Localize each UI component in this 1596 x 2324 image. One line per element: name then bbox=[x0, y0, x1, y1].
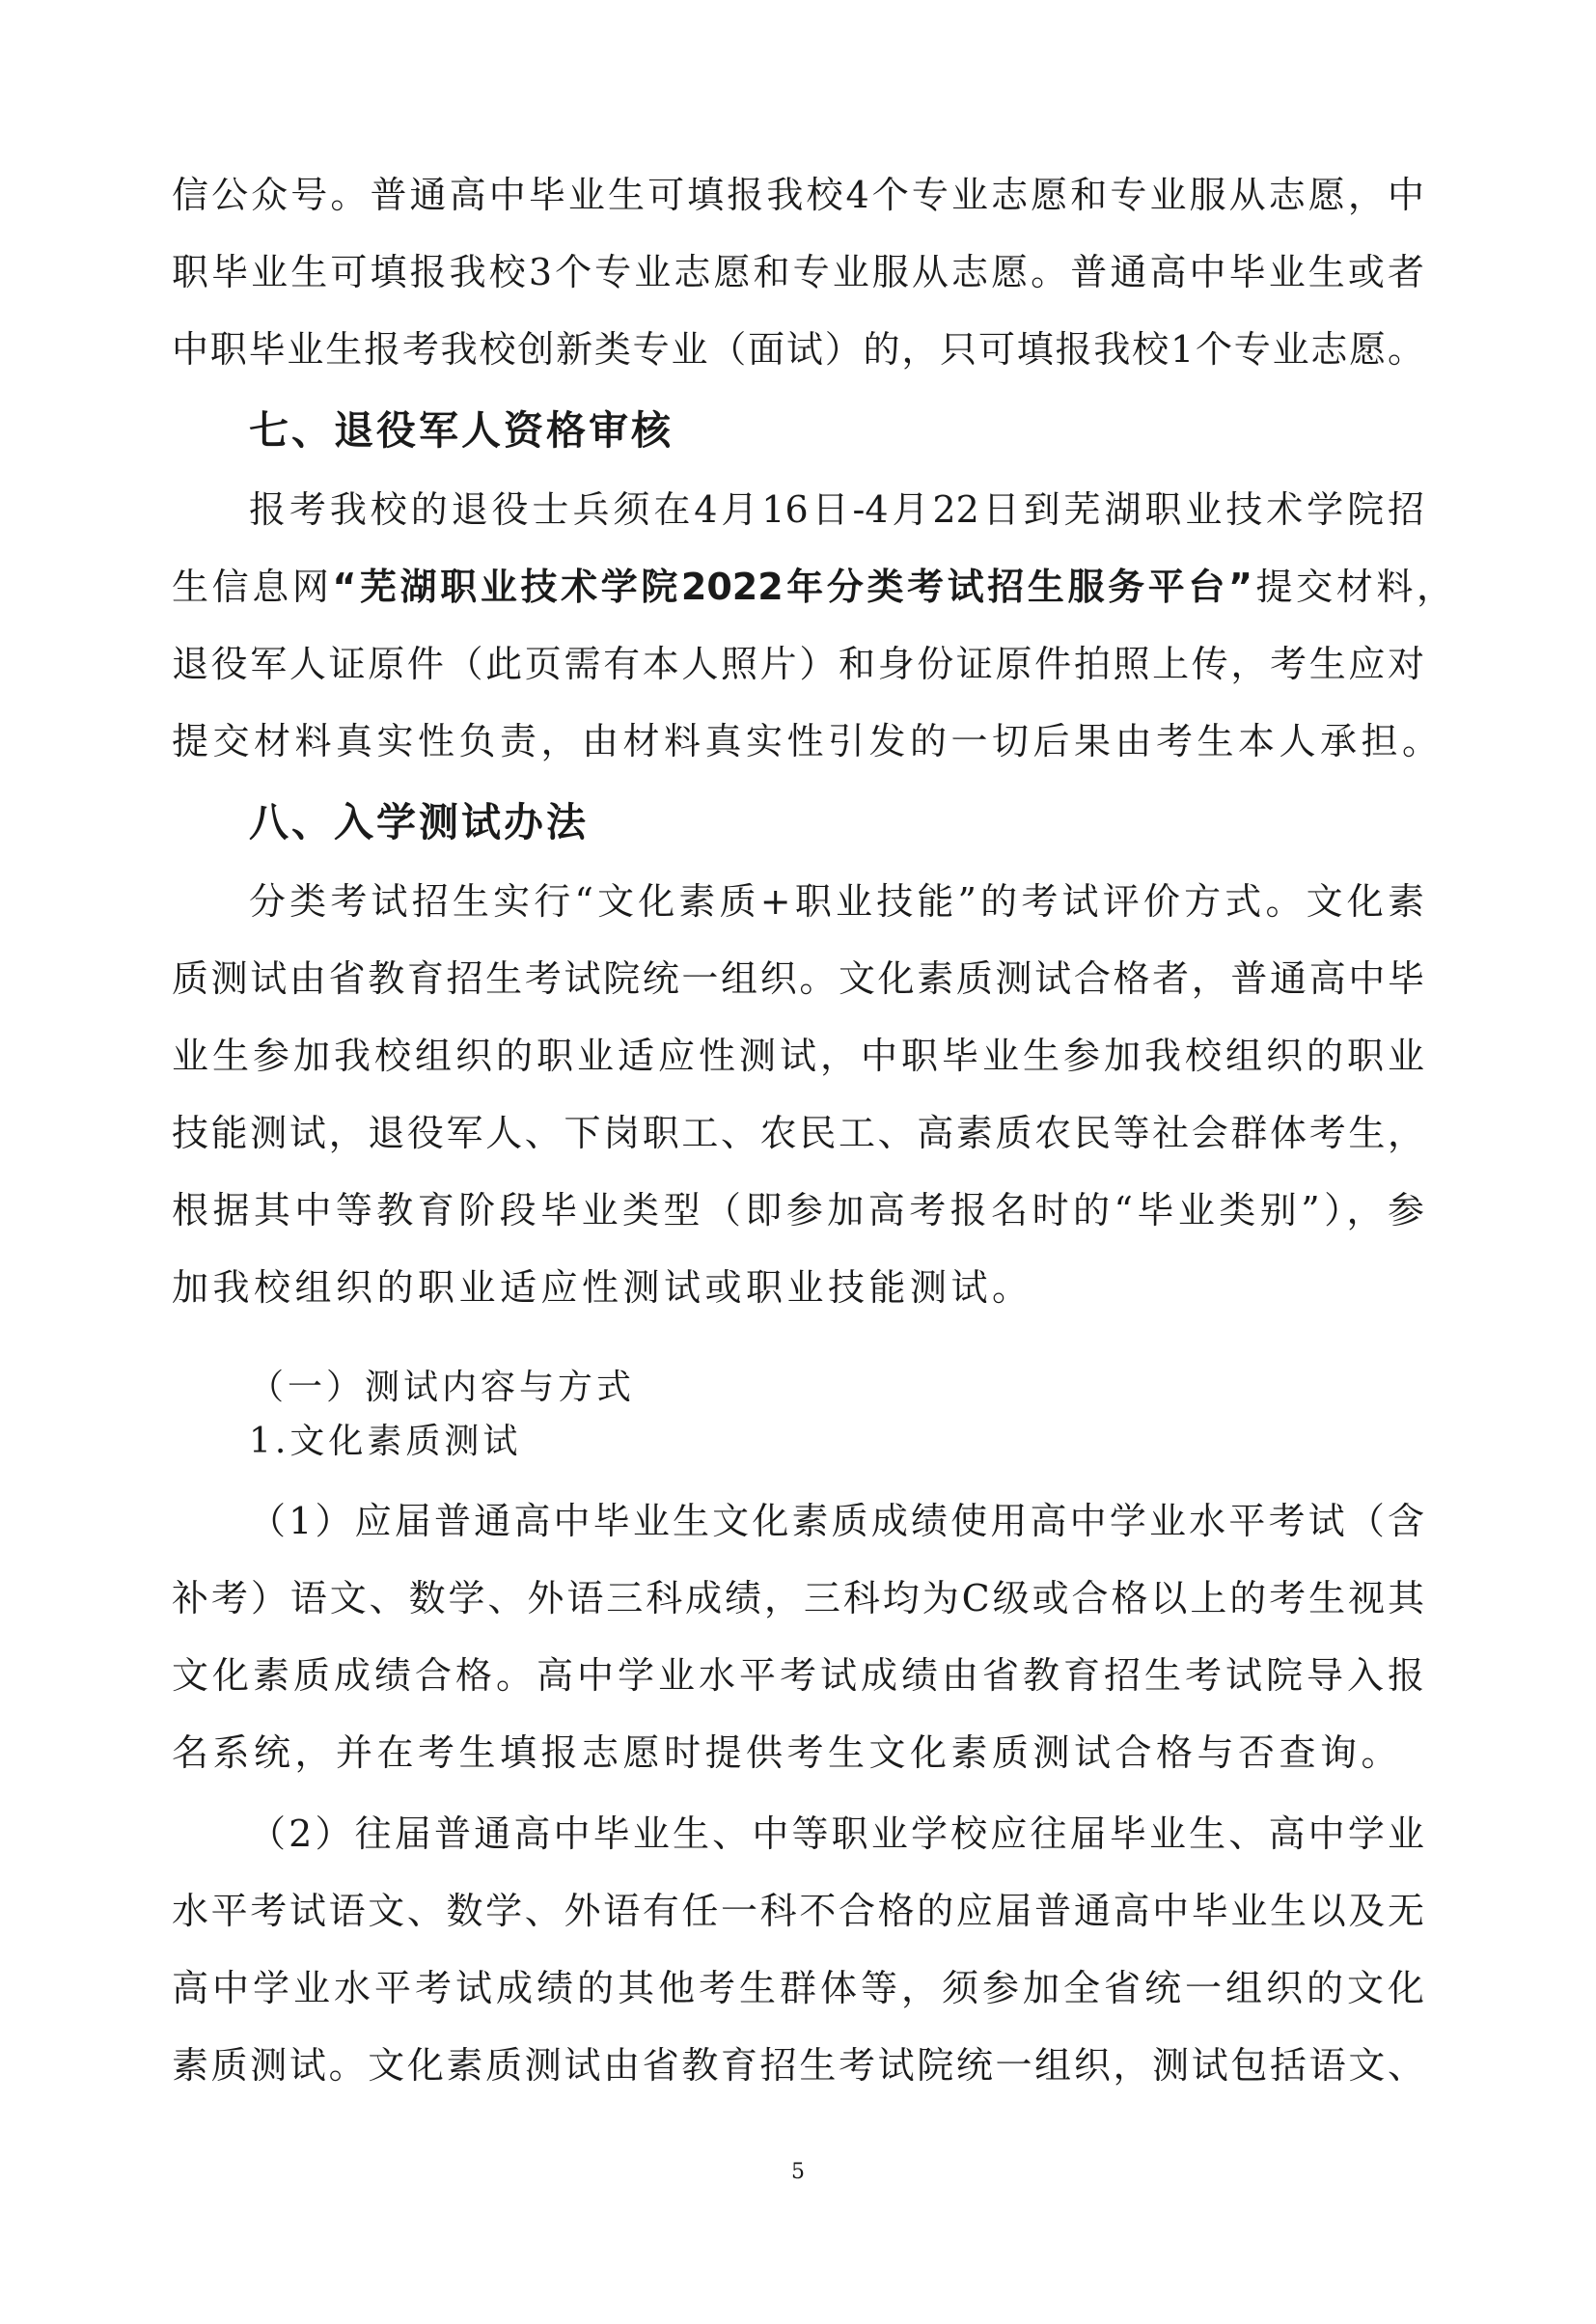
paragraph-line: 分类考试招生实行“文化素质+职业技能”的考试评价方式。文化素 bbox=[249, 880, 1424, 923]
paragraph-line: 职毕业生可填报我校3个专业志愿和专业服从志愿。普通高中毕业生或者 bbox=[172, 251, 1424, 293]
inline-text: 提交材料， bbox=[1252, 566, 1453, 608]
page-number: 5 bbox=[791, 2160, 805, 2184]
paragraph-line: 根据其中等教育阶段毕业类型（即参加高考报名时的“毕业类别”），参 bbox=[172, 1189, 1424, 1231]
section-heading: 七、退役军人资格审核 bbox=[249, 407, 674, 454]
subsection-item: 1.文化素质测试 bbox=[249, 1422, 522, 1461]
subsection-heading: （一）测试内容与方式 bbox=[249, 1368, 636, 1407]
paragraph-line: 质测试由省教育招生考试院统一组织。文化素质测试合格者，普通高中毕 bbox=[172, 957, 1424, 1000]
paragraph-line: 技能测试，退役军人、下岗职工、农民工、高素质农民等社会群体考生， bbox=[172, 1112, 1424, 1154]
paragraph-line: （2）往届普通高中毕业生、中等职业学校应往届毕业生、高中学业 bbox=[249, 1812, 1424, 1855]
paragraph-line: 加我校组织的职业适应性测试或职业技能测试。 bbox=[172, 1266, 1033, 1309]
paragraph-line bbox=[172, 562, 1453, 612]
paragraph-line: 中职毕业生报考我校创新类专业（面试）的，只可填报我校1个专业志愿。 bbox=[172, 328, 1424, 371]
paragraph-line: 报考我校的退役士兵须在4月16日-4月22日到芜湖职业技术学院招 bbox=[249, 488, 1424, 531]
inline-text: 生信息网 bbox=[172, 566, 333, 608]
paragraph-line: 水平考试语文、数学、外语有任一科不合格的应届普通高中毕业生以及无 bbox=[172, 1890, 1424, 1932]
paragraph-line: 业生参加我校组织的职业适应性测试，中职毕业生参加我校组织的职业 bbox=[172, 1035, 1424, 1077]
paragraph-line: 素质测试。文化素质测试由省教育招生考试院统一组织，测试包括语文、 bbox=[172, 2044, 1424, 2087]
paragraph-line: 名系统，并在考生填报志愿时提供考生文化素质测试合格与否查询。 bbox=[172, 1731, 1403, 1774]
paragraph-line: 补考）语文、数学、外语三科成绩，三科均为C级或合格以上的考生视其 bbox=[172, 1577, 1424, 1619]
paragraph-line: 提交材料真实性负责，由材料真实性引发的一切后果由考生本人承担。 bbox=[172, 720, 1444, 762]
section-heading: 八、入学测试办法 bbox=[249, 799, 589, 845]
paragraph-line: （1）应届普通高中毕业生文化素质成绩使用高中学业水平考试（含 bbox=[249, 1500, 1424, 1542]
paragraph-line: 信公众号。普通高中毕业生可填报我校4个专业志愿和专业服从志愿，中 bbox=[172, 174, 1424, 216]
paragraph-line: 高中学业水平考试成绩的其他考生群体等，须参加全省统一组织的文化 bbox=[172, 1967, 1424, 2009]
paragraph-line: 文化素质成绩合格。高中学业水平考试成绩由省教育招生考试院导入报 bbox=[172, 1654, 1424, 1697]
paragraph-line: 退役军人证原件（此页需有本人照片）和身份证原件拍照上传，考生应对 bbox=[172, 643, 1424, 685]
platform-name: “芜湖职业技术学院2022年分类考试招生服务平台” bbox=[332, 566, 1252, 608]
